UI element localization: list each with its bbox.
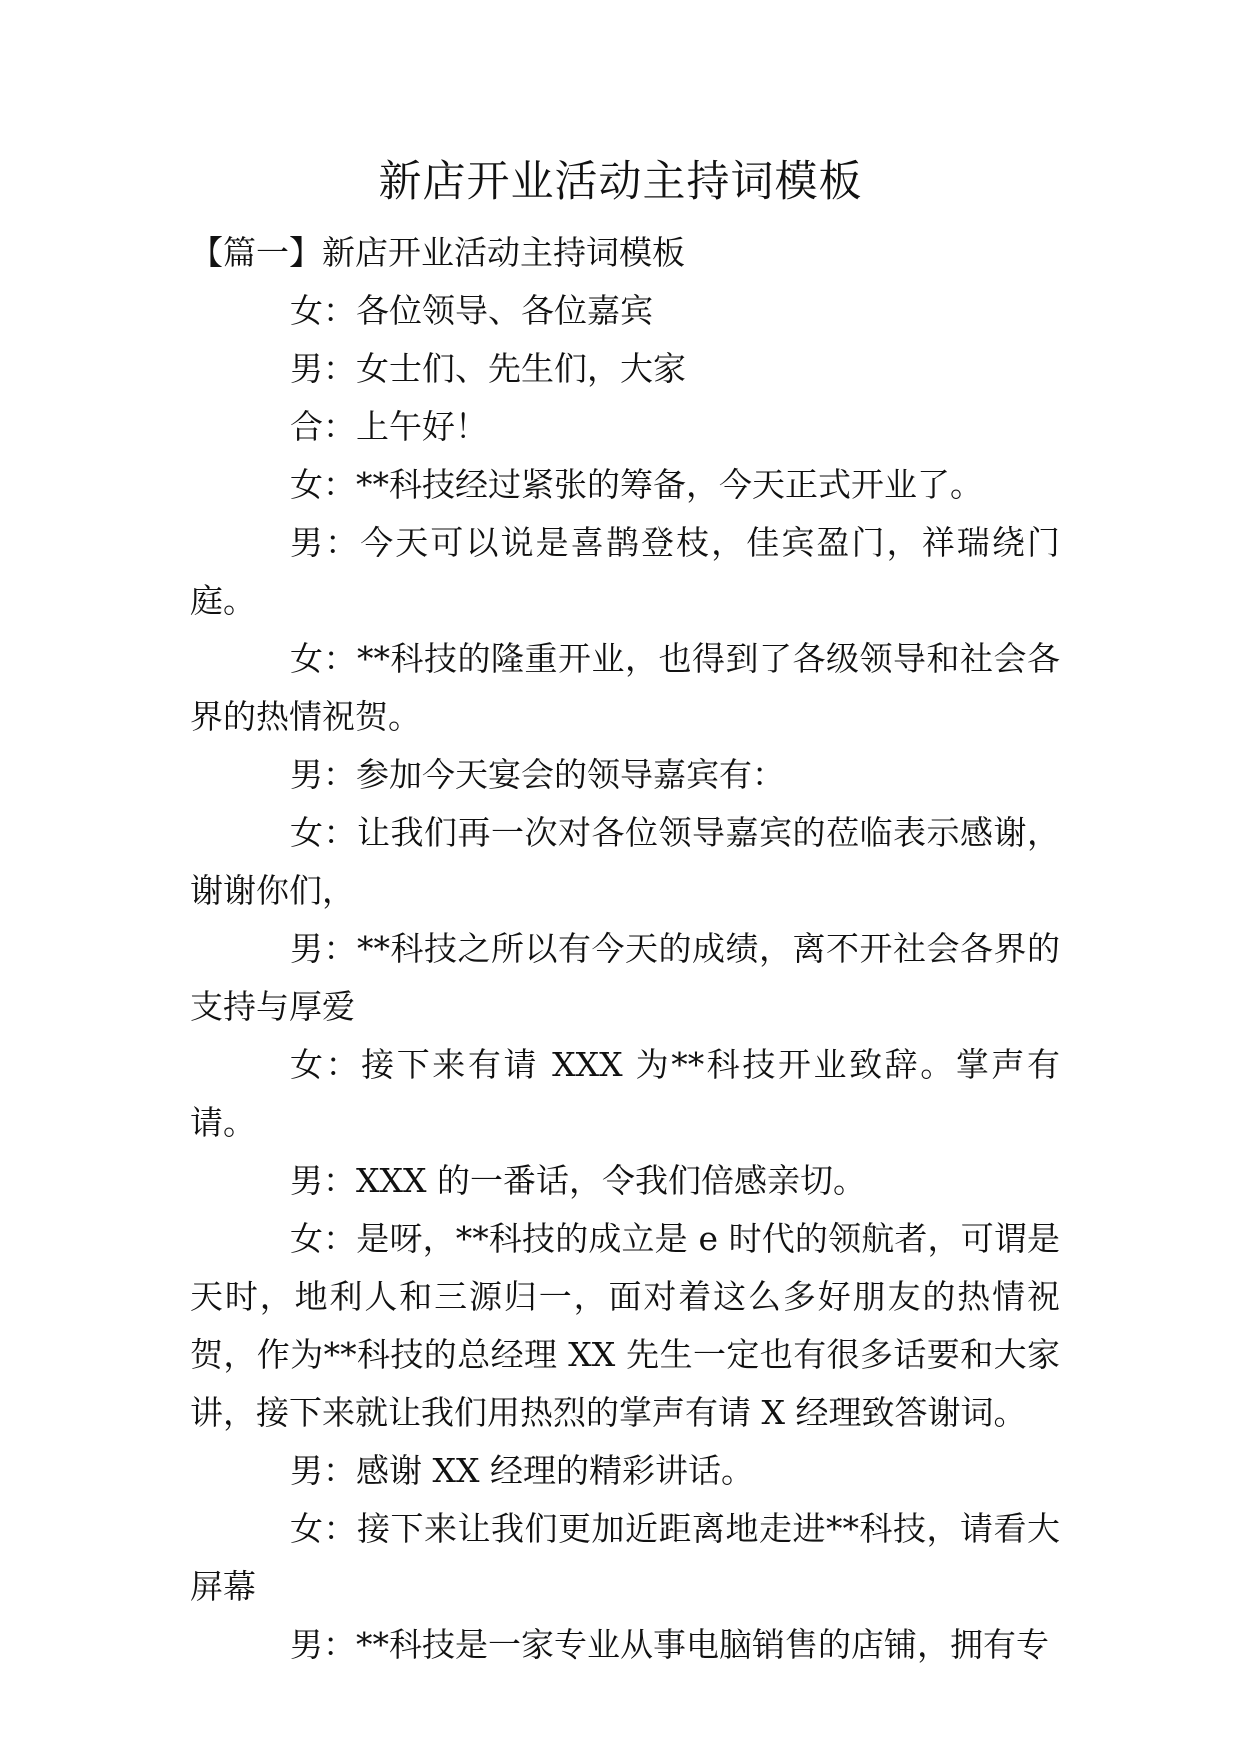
- document-title: 新店开业活动主持词模板: [378, 157, 863, 207]
- paragraph: 女：接下来有请 XXX 为**科技开业致辞。掌声有请。: [190, 1045, 1060, 1142]
- paragraph: 男：**科技之所以有今天的成绩，离不开社会各界的支持与厚爱: [190, 929, 1060, 1026]
- paragraph: 男：今天可以说是喜鹊登枝，佳宾盈门，祥瑞绕门庭。: [190, 523, 1060, 620]
- paragraph: 男：XXX 的一番话，令我们倍感亲切。: [290, 1161, 866, 1200]
- paragraph: 男：**科技是一家专业从事电脑销售的店铺，拥有专: [290, 1625, 1049, 1664]
- paragraph: 女：是呀，**科技的成立是 e 时代的领航者，可谓是天时，地利人和三源归一，面对着这么多好朋友的热情祝贺，作为**科技的总经理 XX 先生一定也有很多话要和大家讲，接下来就让我们用热烈的掌声有请 X 经理致答谢词。: [190, 1219, 1060, 1432]
- paragraph: 女：接下来让我们更加近距离地走进**科技，请看大屏幕: [190, 1509, 1060, 1606]
- paragraph: 男：参加今天宴会的领导嘉宾有：: [290, 755, 785, 794]
- paragraph: 女：**科技经过紧张的筹备，今天正式开业了。: [290, 465, 983, 504]
- paragraph: 男：感谢 XX 经理的精彩讲话。: [290, 1451, 754, 1490]
- document-body: [190, 224, 1060, 1674]
- section-heading: 【篇一】新店开业活动主持词模板: [190, 233, 685, 272]
- paragraph: 女：让我们再一次对各位领导嘉宾的莅临表示感谢，谢谢你们，: [190, 813, 1060, 910]
- paragraph: 女：**科技的隆重开业，也得到了各级领导和社会各界的热情祝贺。: [190, 639, 1060, 736]
- paragraph: 女：各位领导、各位嘉宾: [290, 291, 653, 330]
- paragraph: 男：女士们、先生们，大家: [290, 349, 686, 388]
- paragraph: 合：上午好！: [290, 407, 488, 446]
